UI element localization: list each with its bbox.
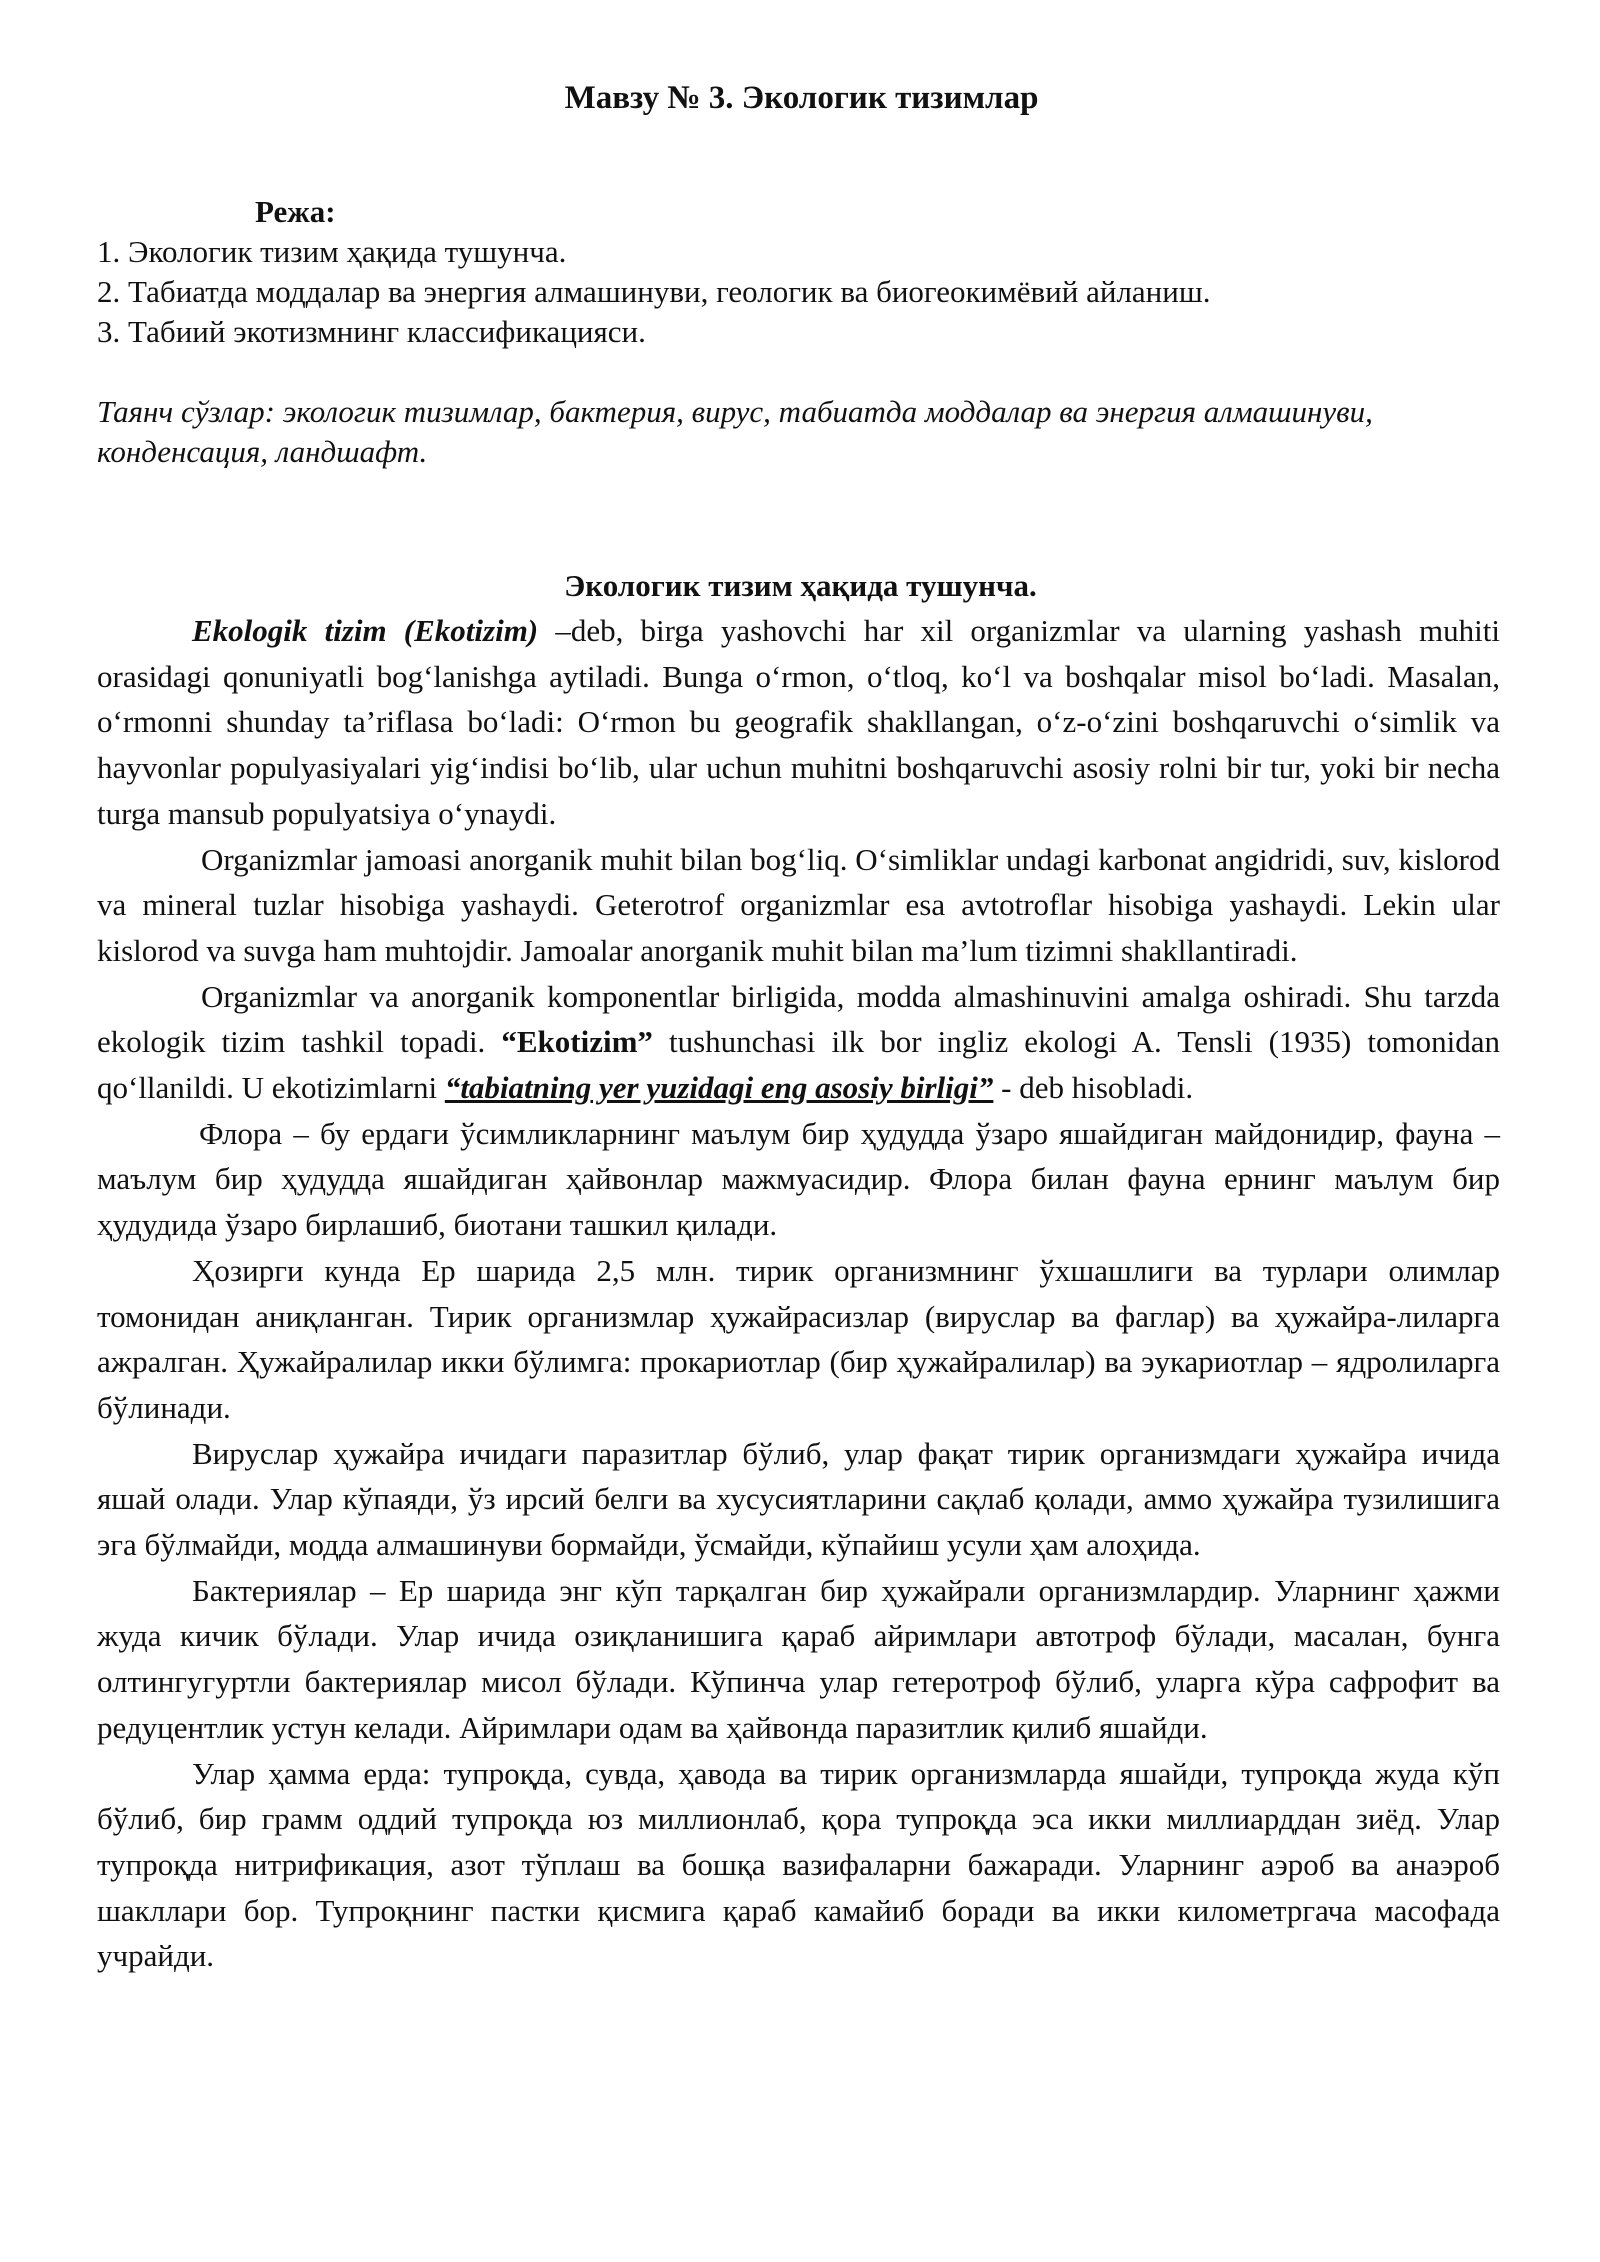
paragraph-text: Organizmlar va anorganik komponentlar birligida, modda almashinuvini amalga oshiradi. Shu tarzda ekologik tizim tashkil topadi. [97,978,1500,1060]
section-heading: Экологик тизим ҳақида тушунча. [564,568,1037,603]
plan-section [97,192,1500,352]
body-paragraph-bacteria: Бактериялар – Ер шарида энг кўп тарқалган бир ҳужайрали организмлардир. Уларнинг ҳажми жуда кичик бўлади. Улар ичида озиқланишига қараб айримлари автотроф бўлади, масалан, бунга олтингугуртли бактериялар мисол бўлади. Кўпинча улар гетеротроф бўлиб, уларга кўра сафрофит ва редуцентлик устун келади. Айримлари одам ва ҳайвонда паразитлик қилиб яшайди. [97,1572,1500,1745]
keywords-paragraph: Таянч сўзлар: экологик тизимлар, бактерия, вирус, табиатда моддалар ва энергия алмашинуви, конденсация, ландшафт. [97,394,1373,469]
plan-item: 2. Табиатда моддалар ва энергия алмашинуви, геологик ва биогеокимёвий айланиш. [97,274,1211,309]
body-paragraph-community: Organizmlar jamoasi anorganik muhit bilan bog‘liq. O‘simliklar undagi karbonat angidridi, suv, kislorod va mineral tuzlar hisobiga yashaydi. Geterotrof organizmlar esa avtotroflar hisobiga yashaydi. Lekin ular kislorod va suvga ham muhtojdir. Jamoalar anorganik muhit bilan ma’lum tizimni shakllantiradi. [97,841,1500,968]
body-paragraph-ecosystem-definition [97,608,1500,837]
definition-term: Ekologik tizim (Ekotizim) [192,613,539,648]
body-paragraph-ecotizim-term [97,974,1500,1111]
definition-text: –deb, birga yashovchi har xil organizmlar va ularning yashash muhiti orasidagi qonuniyatli bog‘lanishga aytiladi. Bunga o‘rmon, o‘tloq, ko‘l va boshqalar misol bo‘ladi. Masalan, o‘rmonni shunday ta’riflasa bo‘ladi: O‘rmon bu geografik shakllangan, o‘z-o‘zini boshqaruvchi o‘simlik va hayvonlar populyasiyalari yig‘indisi bo‘lib, ular uchun muhitni boshqaruvchi asosiy rolni bir tur, yoki bir necha turga mansub populyatsiya o‘ynaydi. [97,613,1501,831]
body-paragraph-viruses: Вируслар ҳужайра ичидаги паразитлар бўлиб, улар фақат тирик организмдаги ҳужайра ичида яшай олади. Улар кўпаяди, ўз ирсий белги ва хусусиятларини сақлаб қолади, аммо ҳужайра тузилишига эга бўлмайди, модда алмашинуви бормайди, ўсмайди, кўпайиш усули ҳам алоҳида. [97,1435,1500,1563]
plan-item: 3. Табиий экотизмнинг классификацияси. [97,314,646,349]
body-paragraph-organisms: Ҳозирги кунда Ер шарида 2,5 млн. тирик организмнинг ўхшашлиги ва турлари олимлар томонидан аниқланган. Тирик организмлар ҳужайрасизлар (вируслар ва фаглар) ва ҳужайра-лиларга ажралган. Ҳужайралилар икки бўлимга: прокариотлар (бир ҳужайралилар) ва эукариотлар – ядролиларга бўлинади. [97,1252,1500,1425]
plan-item: 1. Экологик тизим ҳақида тушунча. [97,234,567,269]
paragraph-text: - deb hisobladi. [993,1070,1194,1106]
plan-heading: Режа: [255,194,336,229]
body-paragraph-bacteria-habitat: Улар ҳамма ерда: тупроқда, сувда, ҳавода ва тирик организмларда яшайди, тупроқда жуда кўп бўлиб, бир грамм оддий тупроқда юз миллионлаб, қора тупроқда эса икки миллиарддан зиёд. Улар тупроқда нитрификация, азот тўплаш ва бошқа вазифаларни бажаради. Уларнинг аэроб ва анаэроб шакллари бор. Тупроқнинг пастки қисмига қараб камайиб боради ва икки километргача масофада учрайди. [97,1755,1500,1974]
paragraph-text: tushunchasi ilk bor ingliz ekologi A. Tensli (1935) tomonidan qo‘llanildi. U ekotizimlarni [97,1024,1500,1106]
body-paragraph-flora-fauna: Флора – бу ердаги ўсимликларнинг маълум бир ҳудудда ўзаро яшайдиган майдонидир, фауна – маълум бир ҳудудда яшайдиган ҳайвонлар мажмуасидир. Флора билан фауна ернинг маълум бир ҳудудида ўзаро бирлашиб, биотани ташкил қилади. [97,1115,1500,1243]
ecotizim-term: “Ekotizim” [501,1024,653,1060]
document-title: Мавзу № 3. Экологик тизимлар [564,80,1039,116]
plan-list [97,232,1500,352]
underlined-quote: “tabiatning yer yuzidagi eng asosiy birligi” [444,1070,994,1106]
